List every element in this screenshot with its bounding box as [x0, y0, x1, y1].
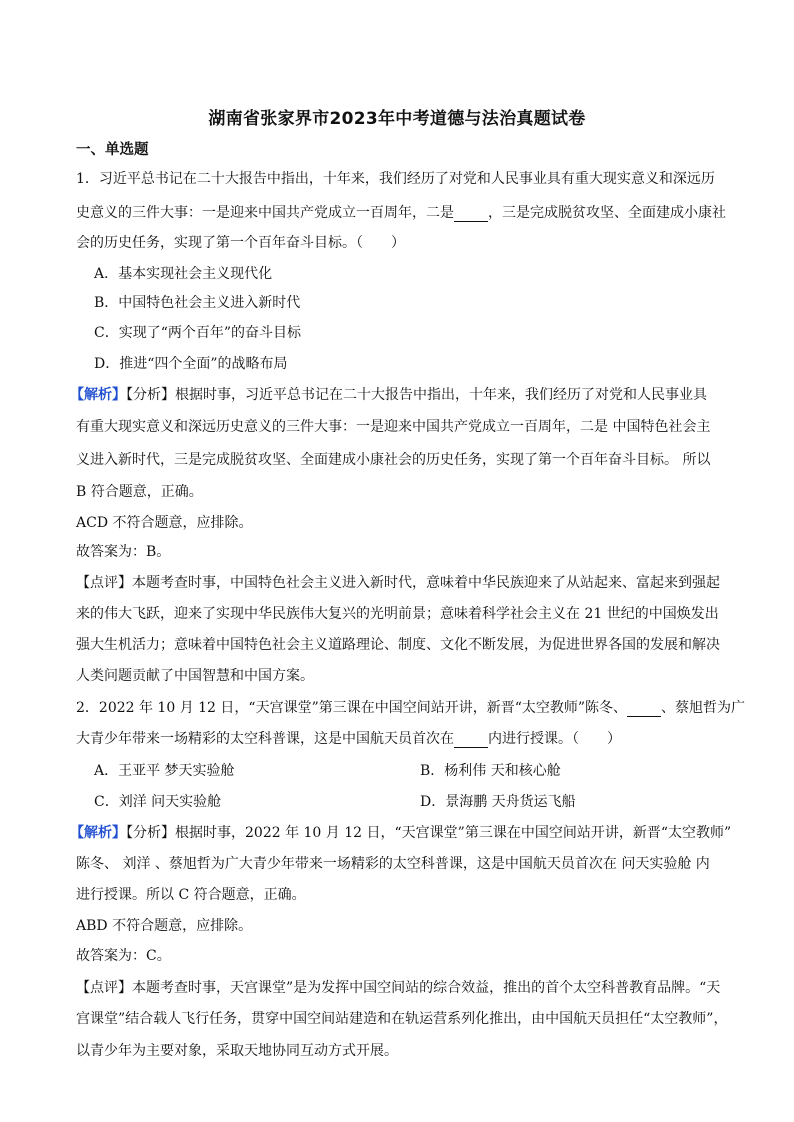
q2-comment-line-3: 以青少年为主要对象，采取天地协同互动方式开展。 — [76, 1043, 398, 1059]
q2-analysis-line-1 — [70, 822, 731, 842]
q1-stem-line-1: 1．习近平总书记在二十大报告中指出，十年来，我们经历了对党和人民事业具有重大现实意义和深远历 — [76, 171, 715, 187]
q1-comment-line-2: 来的伟大飞跃，迎来了实现中华民族伟大复兴的光明前景；意味着科学社会主义在 21 世纪的中国焕发出 — [76, 606, 719, 622]
q1-stem-text: 史意义的三件大事：一是迎来中国共产党成立一百周年，二是 — [76, 205, 454, 221]
q2-analysis-line-3: 进行授课。所以 C 符合题意，正确。 — [76, 887, 306, 903]
q2-stem-text: 大青少年带来一场精彩的太空科普课，这是中国航天员首次在 — [76, 731, 454, 747]
q1-option-c: C．实现了“两个百年”的奋斗目标 — [94, 325, 302, 341]
q1-analysis-line-4: B 符合题意，正确。 — [76, 484, 203, 500]
q1-analysis-line-2: 有重大现实意义和深远历史意义的三件大事：一是迎来中国共产党成立一百周年，二是 中国特色社会主 — [76, 419, 711, 435]
q2-analysis-line-2: 陈冬、 刘洋 、蔡旭哲为广大青少年带来一场精彩的太空科普课，这是中国航天员首次在 问天实验舱 内 — [76, 856, 710, 872]
q2-stem-text: 内进行授课。（ ） — [488, 731, 621, 747]
q1-stem-line-3: 会的历史任务，实现了第一个百年奋斗目标。（ ） — [76, 235, 405, 251]
q2-comment-line-1: 【点评】本题考查时事，天宫课堂”是为发挥中国空间站的综合效益，推出的首个太空科普教育品牌。“天 — [76, 980, 721, 996]
q1-option-d: D．推进“四个全面”的战略布局 — [94, 356, 288, 372]
q1-comment-line-3: 强大生机活力；意味着中国特色社会主义道路理论、制度、文化不断发展，为促进世界各国的发展和解决 — [76, 637, 720, 653]
q2-analysis-line-4: ABD 不符合题意，应排除。 — [76, 918, 253, 934]
q1-stem-text: ，三是完成脱贫攻坚、全面建成小康社 — [488, 205, 726, 221]
q2-answer-line: 故答案为：C。 — [76, 948, 171, 964]
q1-analysis-line-3: 义进入新时代，三是完成脱贫攻坚、全面建成小康社会的历史任务，实现了第一个百年奋斗目标。 所以 — [76, 452, 711, 468]
analysis-tag: 【解析】 — [70, 825, 126, 841]
analysis-text: 【分析】根据时事，2022 年 10 月 12 日，“天宫课堂”第三课在中国空间站开讲，新晋“太空教师” — [126, 825, 732, 841]
q1-answer-blank — [454, 205, 488, 222]
q2-option-b: B．杨利伟 天和核心舱 — [420, 763, 561, 779]
q1-stem-line-2 — [76, 202, 726, 222]
q2-stem-text: 2．2022 年 10 月 12 日，“天宫课堂”第三课在中国空间站开讲，新晋“太空教师”陈冬、 — [76, 700, 628, 716]
q2-answer-blank-2 — [454, 731, 488, 748]
q1-analysis-line-5: ACD 不符合题意，应排除。 — [76, 515, 253, 531]
q1-analysis-line-1 — [70, 384, 707, 404]
q1-comment-line-4: 人类问题贡献了中国智慧和中国方案。 — [76, 668, 314, 684]
q2-comment-line-2: 宫课堂”结合载人飞行任务，贯穿中国空间站建造和在轨运营系列化推出，由中国航天员担任“太空教师”， — [76, 1011, 728, 1027]
q1-option-a: A．基本实现社会主义现代化 — [94, 266, 273, 282]
q2-stem-line-1 — [76, 697, 745, 717]
q2-stem-text: 、蔡旭哲为广 — [661, 700, 746, 716]
q2-option-c: C．刘洋 问天实验舱 — [94, 794, 222, 810]
section-heading: 一、单选题 — [76, 142, 149, 158]
analysis-tag: 【解析】 — [70, 387, 126, 403]
page-title: 湖南省张家界市2023年中考道德与法治真题试卷 — [208, 109, 586, 129]
q1-answer-line: 故答案为：B。 — [76, 544, 171, 560]
q2-stem-line-2 — [76, 728, 621, 748]
q2-option-a: A．王亚平 梦天实验舱 — [94, 763, 235, 779]
q1-option-b: B．中国特色社会主义进入新时代 — [94, 295, 301, 311]
q2-answer-blank-1 — [627, 700, 661, 717]
analysis-text: 【分析】根据时事，习近平总书记在二十大报告中指出，十年来，我们经历了对党和人民事业具 — [126, 387, 707, 403]
q1-comment-line-1: 【点评】本题考查时事，中国特色社会主义进入新时代，意味着中华民族迎来了从站起来、富起来到强起 — [76, 575, 720, 591]
q2-option-d: D．景海鹏 天舟货运飞船 — [420, 794, 576, 810]
